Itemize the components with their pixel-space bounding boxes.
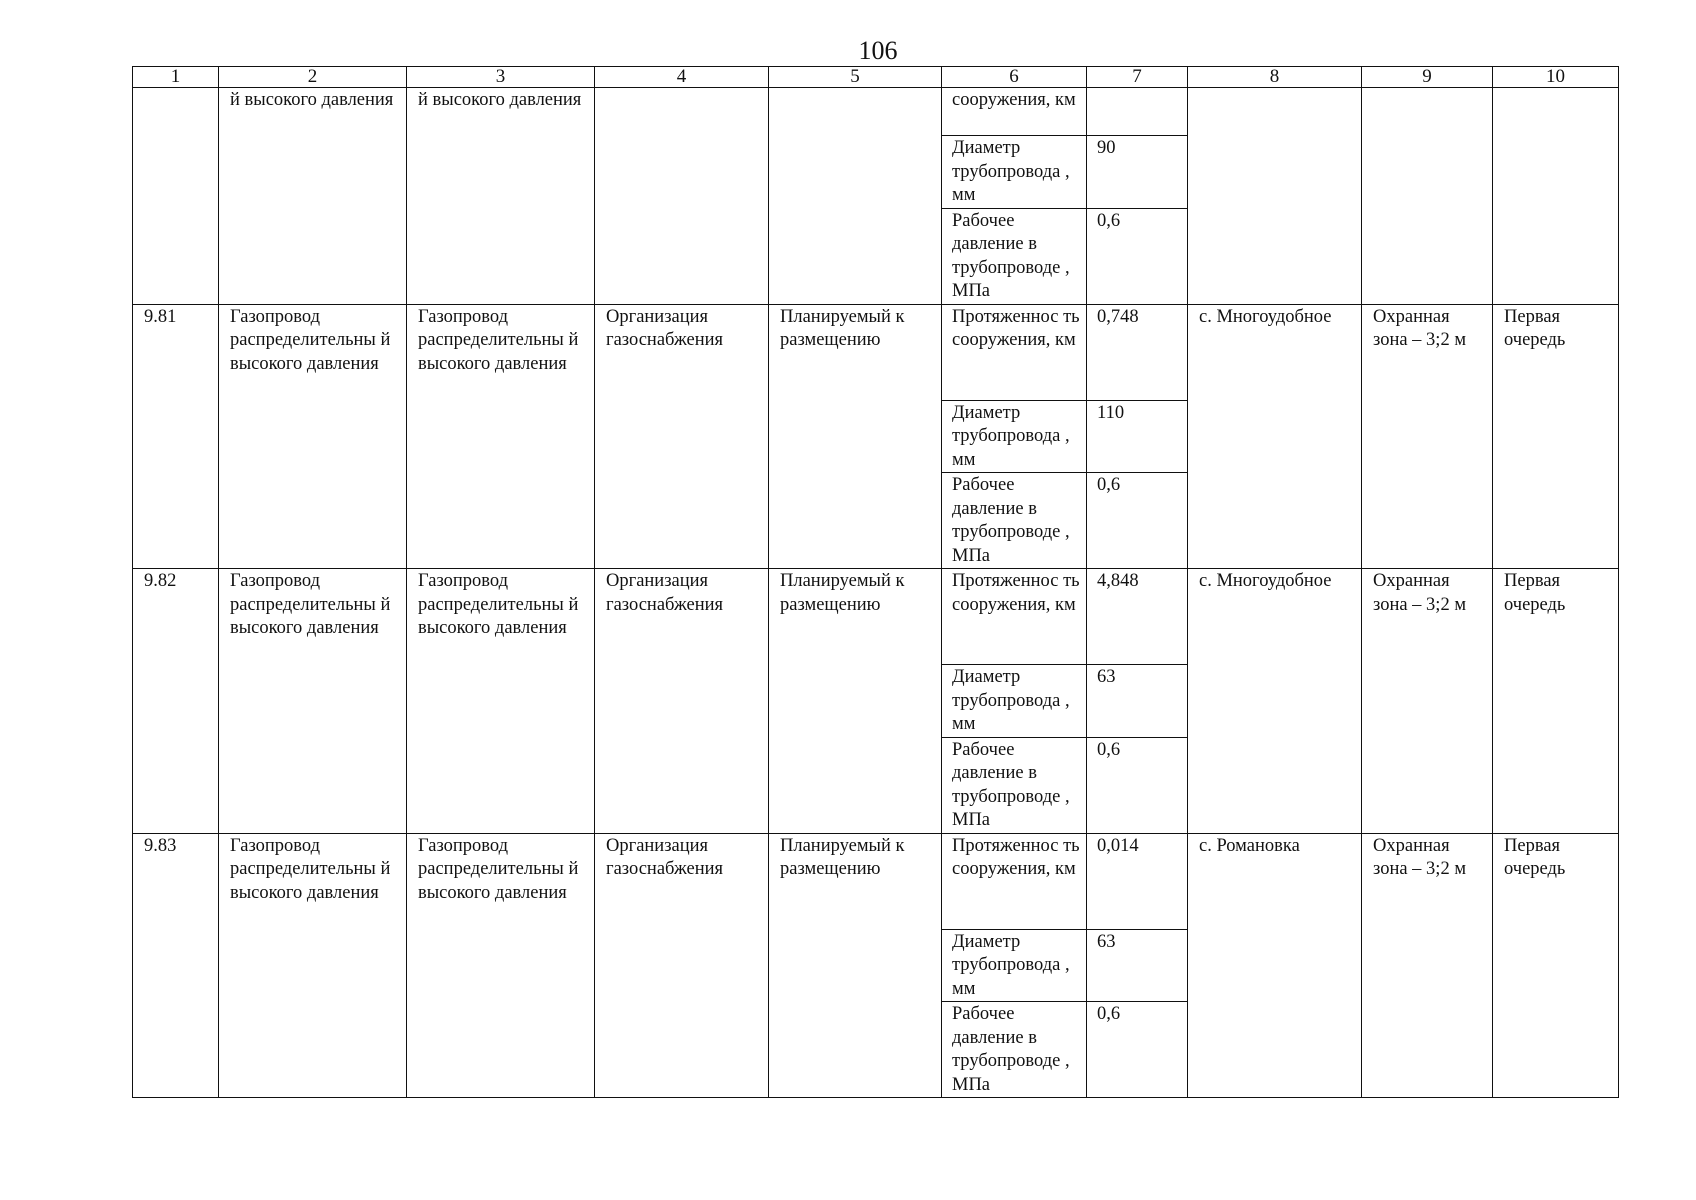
cell-param-name: Протяженнос ть сооружения, км: [942, 833, 1087, 929]
cell-status: Планируемый к размещению: [769, 833, 942, 1098]
cell-purpose: [595, 88, 769, 305]
cell-location: с. Многоудобное: [1188, 304, 1362, 569]
column-number: 6: [942, 67, 1087, 88]
cell-param-name: Протяженнос ть сооружения, км: [942, 304, 1087, 400]
column-number: 3: [407, 67, 595, 88]
cell-object-type: Газопровод распределительны й высокого давления: [407, 833, 595, 1098]
cell-param-name: сооружения, км: [942, 88, 1087, 136]
cell-param-value: 4,848: [1087, 569, 1188, 665]
cell-zone: Охранная зона – 3;2 м: [1362, 569, 1493, 834]
cell-purpose: Организация газоснабжения: [595, 569, 769, 834]
cell-param-value: 0,6: [1087, 737, 1188, 833]
cell-param-name: Диаметр трубопровода , мм: [942, 929, 1087, 1002]
cell-location: с. Многоудобное: [1188, 569, 1362, 834]
cell-number: [133, 88, 219, 305]
cell-param-name: Диаметр трубопровода , мм: [942, 136, 1087, 209]
column-number: 9: [1362, 67, 1493, 88]
cell-object-name: Газопровод распределительны й высокого давления: [219, 833, 407, 1098]
cell-param-value: 63: [1087, 929, 1188, 1002]
cell-number: 9.83: [133, 833, 219, 1098]
cell-stage: [1493, 88, 1619, 305]
cell-param-value: 0,748: [1087, 304, 1188, 400]
cell-purpose: Организация газоснабжения: [595, 833, 769, 1098]
cell-stage: Первая очередь: [1493, 304, 1619, 569]
table-row: [133, 304, 1619, 400]
cell-number: 9.82: [133, 569, 219, 834]
table-row: [133, 569, 1619, 665]
cell-param-name: Рабочее давление в трубопроводе , МПа: [942, 208, 1087, 304]
cell-location: [1188, 88, 1362, 305]
cell-object-type: Газопровод распределительны й высокого давления: [407, 569, 595, 834]
cell-param-value: 0,6: [1087, 208, 1188, 304]
cell-stage: Первая очередь: [1493, 569, 1619, 834]
cell-param-name: Диаметр трубопровода , мм: [942, 400, 1087, 473]
cell-param-value: 0,014: [1087, 833, 1188, 929]
cell-param-value: [1087, 88, 1188, 136]
cell-status: Планируемый к размещению: [769, 304, 942, 569]
column-number: 7: [1087, 67, 1188, 88]
cell-status: [769, 88, 942, 305]
cell-param-name: Диаметр трубопровода , мм: [942, 665, 1087, 738]
cell-object-type: й высокого давления: [407, 88, 595, 305]
cell-param-value: 0,6: [1087, 473, 1188, 569]
cell-param-value: 63: [1087, 665, 1188, 738]
cell-object-name: Газопровод распределительны й высокого давления: [219, 304, 407, 569]
cell-param-name: Протяженнос ть сооружения, км: [942, 569, 1087, 665]
cell-param-name: Рабочее давление в трубопроводе , МПа: [942, 473, 1087, 569]
cell-stage: Первая очередь: [1493, 833, 1619, 1098]
cell-object-name: Газопровод распределительны й высокого давления: [219, 569, 407, 834]
cell-param-value: 90: [1087, 136, 1188, 209]
cell-param-value: 110: [1087, 400, 1188, 473]
planned-objects-table: [132, 66, 1619, 1098]
column-number: 2: [219, 67, 407, 88]
table-row: [133, 833, 1619, 929]
cell-param-name: Рабочее давление в трубопроводе , МПа: [942, 1002, 1087, 1098]
cell-number: 9.81: [133, 304, 219, 569]
cell-object-type: Газопровод распределительны й высокого давления: [407, 304, 595, 569]
column-numbers-row: [133, 67, 1619, 88]
cell-zone: [1362, 88, 1493, 305]
cell-zone: Охранная зона – 3;2 м: [1362, 304, 1493, 569]
table-row: [133, 88, 1619, 136]
column-number: 4: [595, 67, 769, 88]
column-number: 1: [133, 67, 219, 88]
cell-purpose: Организация газоснабжения: [595, 304, 769, 569]
cell-param-value: 0,6: [1087, 1002, 1188, 1098]
cell-location: с. Романовка: [1188, 833, 1362, 1098]
cell-zone: Охранная зона – 3;2 м: [1362, 833, 1493, 1098]
page-number: 106: [858, 36, 898, 65]
column-number: 8: [1188, 67, 1362, 88]
column-number: 10: [1493, 67, 1619, 88]
cell-param-name: Рабочее давление в трубопроводе , МПа: [942, 737, 1087, 833]
column-number: 5: [769, 67, 942, 88]
cell-object-name: й высокого давления: [219, 88, 407, 305]
cell-status: Планируемый к размещению: [769, 569, 942, 834]
